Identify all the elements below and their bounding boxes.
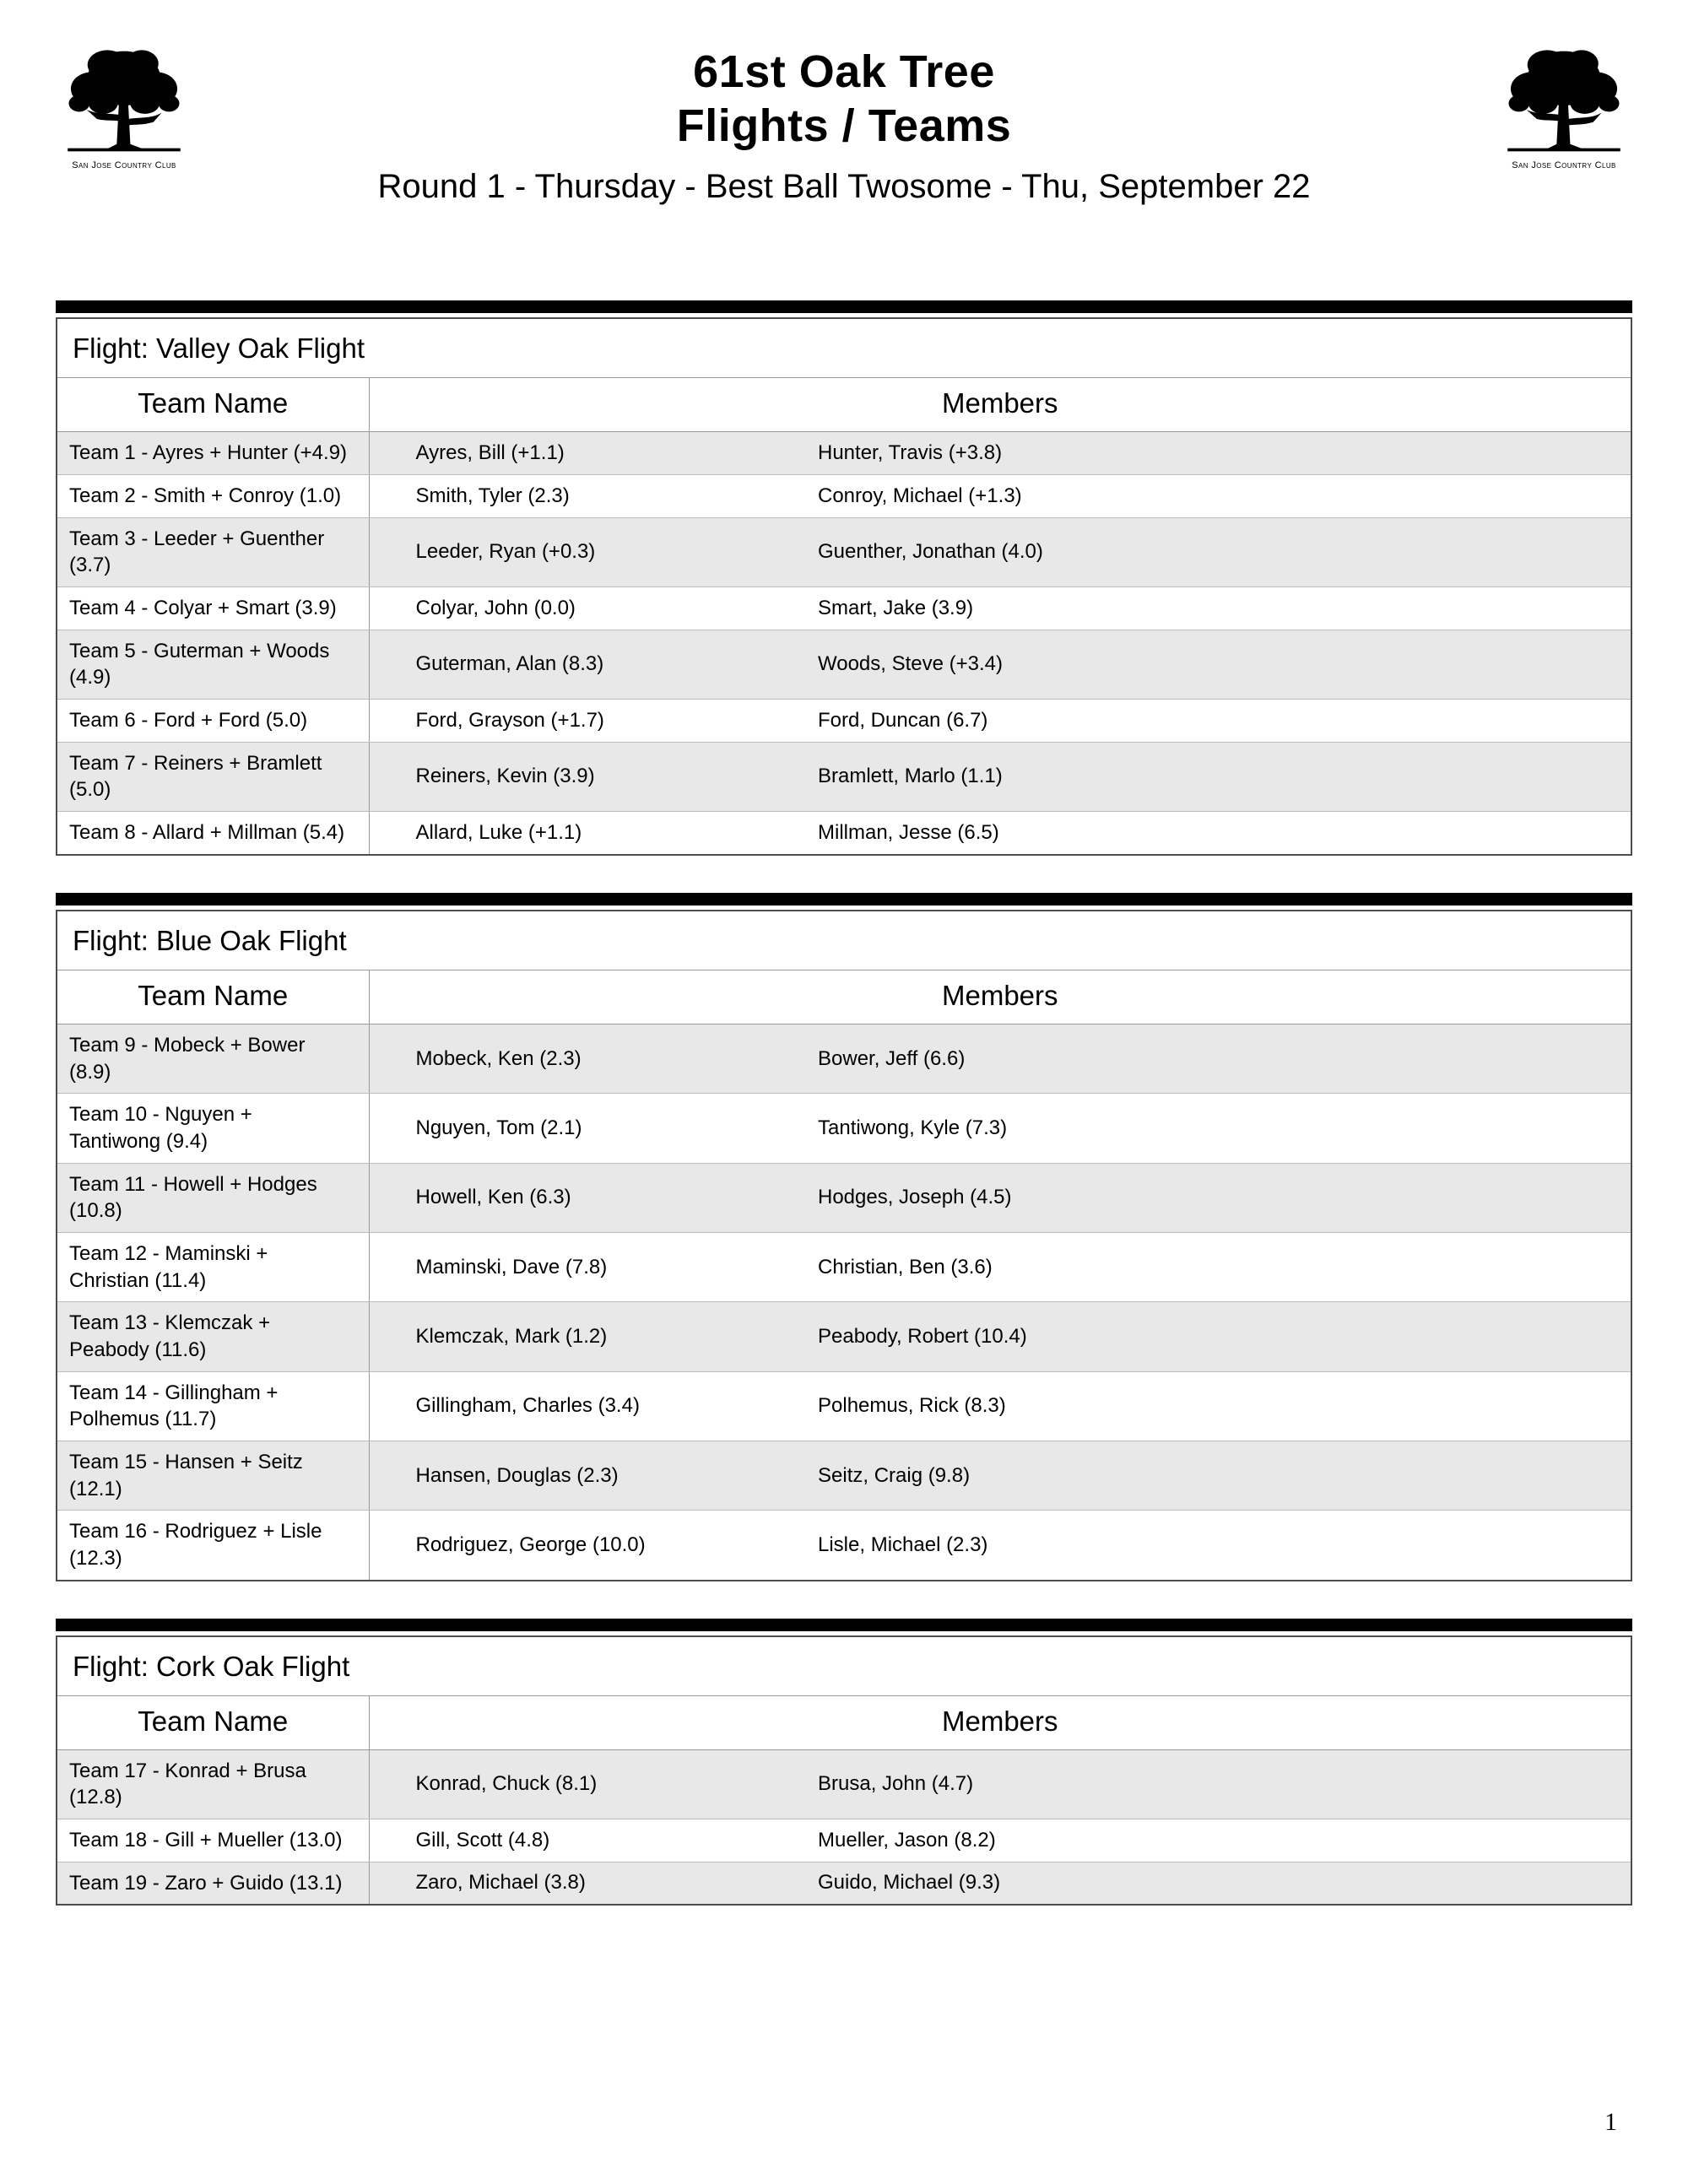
team-name-cell: Team 9 - Mobeck + Bower (8.9) — [57, 1024, 369, 1093]
team-row — [57, 812, 1631, 855]
team-row — [57, 1302, 1631, 1371]
member-name-cell: Hansen, Douglas (2.3) — [369, 1441, 774, 1510]
team-row — [57, 1024, 1631, 1093]
member-name-cell: Lisle, Michael (2.3) — [774, 1511, 1631, 1581]
team-name-cell: Team 11 - Howell + Hodges (10.8) — [57, 1163, 369, 1232]
member-name-cell: Reiners, Kevin (3.9) — [369, 742, 774, 811]
team-row — [57, 700, 1631, 743]
team-name-cell: Team 10 - Nguyen + Tantiwong (9.4) — [57, 1094, 369, 1163]
team-row — [57, 1749, 1631, 1819]
member-name-cell: Gill, Scott (4.8) — [369, 1819, 774, 1862]
team-name-cell: Team 14 - Gillingham + Polhemus (11.7) — [57, 1371, 369, 1441]
column-header-row — [57, 378, 1631, 432]
flight-table — [56, 317, 1632, 855]
team-row — [57, 475, 1631, 518]
club-logo-right — [1484, 44, 1644, 170]
member-name-cell: Colyar, John (0.0) — [369, 587, 774, 630]
report-header — [0, 0, 1688, 206]
team-row — [57, 587, 1631, 630]
member-name-cell: Ayres, Bill (+1.1) — [369, 432, 774, 475]
member-name-cell: Maminski, Dave (7.8) — [369, 1232, 774, 1301]
club-logo-caption: San Jose Country Club — [1512, 160, 1616, 170]
team-name-cell: Team 7 - Reiners + Bramlett (5.0) — [57, 742, 369, 811]
team-row — [57, 1163, 1631, 1232]
team-row — [57, 630, 1631, 699]
team-row — [57, 432, 1631, 475]
flight-title: Flight: Valley Oak Flight — [57, 318, 1631, 378]
member-name-cell: Konrad, Chuck (8.1) — [369, 1749, 774, 1819]
member-name-cell: Hodges, Joseph (4.5) — [774, 1163, 1631, 1232]
flight-title-row — [57, 911, 1631, 970]
report-title: Flights / Teams — [676, 100, 1012, 151]
team-row — [57, 1511, 1631, 1581]
flight-section — [56, 893, 1632, 1581]
member-name-cell: Allard, Luke (+1.1) — [369, 812, 774, 855]
team-name-cell: Team 8 - Allard + Millman (5.4) — [57, 812, 369, 855]
member-name-cell: Ford, Grayson (+1.7) — [369, 700, 774, 743]
column-header-row — [57, 1695, 1631, 1749]
team-name-cell: Team 17 - Konrad + Brusa (12.8) — [57, 1749, 369, 1819]
column-header-team-name: Team Name — [57, 970, 369, 1024]
member-name-cell: Tantiwong, Kyle (7.3) — [774, 1094, 1631, 1163]
member-name-cell: Nguyen, Tom (2.1) — [369, 1094, 774, 1163]
team-name-cell: Team 1 - Ayres + Hunter (+4.9) — [57, 432, 369, 475]
member-name-cell: Polhemus, Rick (8.3) — [774, 1371, 1631, 1441]
team-name-cell: Team 3 - Leeder + Guenther (3.7) — [57, 517, 369, 587]
flight-section — [56, 1619, 1632, 1906]
member-name-cell: Smart, Jake (3.9) — [774, 587, 1631, 630]
team-name-cell: Team 13 - Klemczak + Peabody (11.6) — [57, 1302, 369, 1371]
team-name-cell: Team 16 - Rodriguez + Lisle (12.3) — [57, 1511, 369, 1581]
flight-title-row — [57, 1636, 1631, 1696]
member-name-cell: Bower, Jeff (6.6) — [774, 1024, 1631, 1093]
club-logo-caption: San Jose Country Club — [72, 160, 176, 170]
team-name-cell: Team 18 - Gill + Mueller (13.0) — [57, 1819, 369, 1862]
column-header-members: Members — [369, 1695, 1631, 1749]
member-name-cell: Zaro, Michael (3.8) — [369, 1862, 774, 1905]
member-name-cell: Rodriguez, George (10.0) — [369, 1511, 774, 1581]
column-header-members: Members — [369, 970, 1631, 1024]
member-name-cell: Mueller, Jason (8.2) — [774, 1819, 1631, 1862]
column-header-team-name: Team Name — [57, 1695, 369, 1749]
member-name-cell: Seitz, Craig (9.8) — [774, 1441, 1631, 1510]
team-name-cell: Team 15 - Hansen + Seitz (12.1) — [57, 1441, 369, 1510]
team-row — [57, 1232, 1631, 1301]
flights-container — [56, 300, 1632, 1906]
oak-tree-icon — [1484, 44, 1644, 159]
member-name-cell: Guido, Michael (9.3) — [774, 1862, 1631, 1905]
member-name-cell: Guenther, Jonathan (4.0) — [774, 517, 1631, 587]
member-name-cell: Leeder, Ryan (+0.3) — [369, 517, 774, 587]
team-name-cell: Team 4 - Colyar + Smart (3.9) — [57, 587, 369, 630]
flight-title: Flight: Blue Oak Flight — [57, 911, 1631, 970]
team-row — [57, 1371, 1631, 1441]
oak-tree-icon — [44, 44, 204, 159]
member-name-cell: Bramlett, Marlo (1.1) — [774, 742, 1631, 811]
member-name-cell: Woods, Steve (+3.4) — [774, 630, 1631, 699]
team-name-cell: Team 12 - Maminski + Christian (11.4) — [57, 1232, 369, 1301]
team-row — [57, 517, 1631, 587]
team-row — [57, 1819, 1631, 1862]
member-name-cell: Guterman, Alan (8.3) — [369, 630, 774, 699]
member-name-cell: Mobeck, Ken (2.3) — [369, 1024, 774, 1093]
column-header-team-name: Team Name — [57, 378, 369, 432]
member-name-cell: Brusa, John (4.7) — [774, 1749, 1631, 1819]
member-name-cell: Hunter, Travis (+3.8) — [774, 432, 1631, 475]
team-name-cell: Team 19 - Zaro + Guido (13.1) — [57, 1862, 369, 1905]
column-header-members: Members — [369, 378, 1631, 432]
member-name-cell: Peabody, Robert (10.4) — [774, 1302, 1631, 1371]
flight-title-row — [57, 318, 1631, 378]
round-subtitle: Round 1 - Thursday - Best Ball Twosome - Thu, September 22 — [377, 168, 1311, 206]
member-name-cell: Klemczak, Mark (1.2) — [369, 1302, 774, 1371]
team-name-cell: Team 2 - Smith + Conroy (1.0) — [57, 475, 369, 518]
member-name-cell: Howell, Ken (6.3) — [369, 1163, 774, 1232]
team-name-cell: Team 5 - Guterman + Woods (4.9) — [57, 630, 369, 699]
member-name-cell: Ford, Duncan (6.7) — [774, 700, 1631, 743]
club-logo-left — [44, 44, 204, 170]
flight-divider-bar — [56, 1619, 1632, 1631]
flight-section — [56, 300, 1632, 855]
flight-table — [56, 910, 1632, 1581]
member-name-cell: Millman, Jesse (6.5) — [774, 812, 1631, 855]
member-name-cell: Gillingham, Charles (3.4) — [369, 1371, 774, 1441]
member-name-cell: Conroy, Michael (+1.3) — [774, 475, 1631, 518]
team-row — [57, 1094, 1631, 1163]
flight-divider-bar — [56, 893, 1632, 905]
team-name-cell: Team 6 - Ford + Ford (5.0) — [57, 700, 369, 743]
flight-divider-bar — [56, 300, 1632, 313]
team-row — [57, 1441, 1631, 1510]
flight-title: Flight: Cork Oak Flight — [57, 1636, 1631, 1696]
member-name-cell: Smith, Tyler (2.3) — [369, 475, 774, 518]
team-row — [57, 1862, 1631, 1905]
column-header-row — [57, 970, 1631, 1024]
event-title: 61st Oak Tree — [693, 46, 995, 97]
team-row — [57, 742, 1631, 811]
member-name-cell: Christian, Ben (3.6) — [774, 1232, 1631, 1301]
flight-table — [56, 1635, 1632, 1906]
page-number: 1 — [1604, 2108, 1617, 2136]
